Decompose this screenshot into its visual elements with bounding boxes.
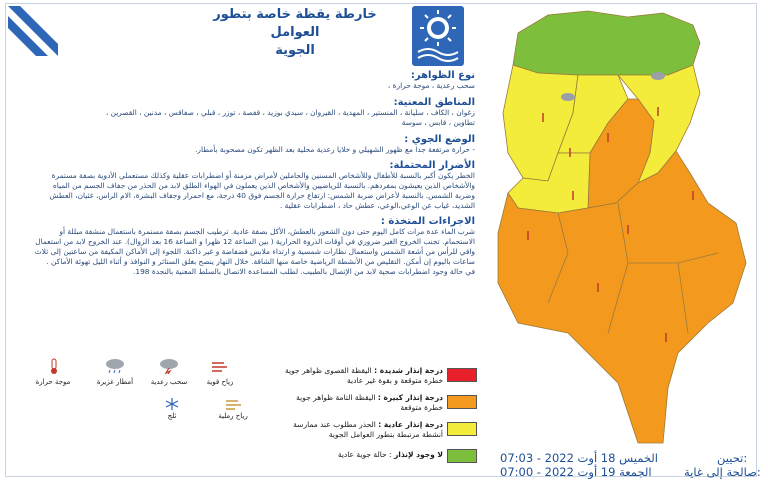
snow-label: ثلج [167, 412, 177, 420]
sun-logo-icon [412, 6, 464, 66]
meteo-logo [412, 6, 464, 66]
page-title: خارطة يقظة خاصة بتطور العوامل الجوية [213, 7, 377, 58]
measures-heading: الاجراءات المتخذة : [380, 216, 475, 227]
heat-wave-label: موجة حرارة [35, 378, 71, 386]
risks-line1: الخطر يكون أكبر بالنسبة للأطفال وللأشخاص المسنين والحاملين لأمراض مزمنة أو اضطرابات عقلية وكذلك مستعملي الأدوية بصفة مستمرة [51, 171, 475, 180]
measures-line2: الاستحمام. تجنب الخروج الغير ضروري في أوقات الذروة الحرارية ( بين الساعة 12 ظهرا و الساعة 16 بعد الزوال). عند الخروج لابد من استعمال [35, 237, 475, 246]
alert-level-yellow-swatch [447, 422, 477, 436]
map-region-north-green [513, 11, 700, 75]
heat-wave-icon [46, 358, 62, 378]
situation-heading: الوضع الجوي : [404, 134, 475, 145]
measures-line4: ساعات باليوم إن أمكن. التقليص من الأنشطة الرياضية خاصة منها الشاقة. خلال النهار ينصح بغلق الستائر و النوافذ و أثناء الليل تهوئة الأماكن . [46, 257, 475, 266]
sand-wind-label: رياح رملية [218, 412, 248, 420]
measures-line1: شرب الماء عدة مرات كامل اليوم حتى دون الشعور بالعطش، الأكل بصفة عادية. ترطيب الجسم بصفة مستمرة باستعمال منشفة مبللة أو [59, 227, 475, 236]
strong-wind-icon [210, 358, 230, 378]
alert-level-orange-swatch [447, 395, 477, 409]
vigilance-map [478, 3, 756, 451]
valid-until-label: صالحة إلى غاية: [684, 465, 761, 479]
alert-level-red-label: درجة إنذار شديدة : اليقظة القصوى ظواهر جوية خطرة متوقعة و بقوة غير عادية [284, 366, 443, 385]
situation-text: - حرارة مرتفعة جدا مع ظهور الشهيلي و خلايا رعدية محلية بعد الظهر تكون مصحوبة بأمطار. [195, 145, 475, 154]
measures-line3: واقي للرأس من أشعة الشمس واستعمال نظارات شمسية و ارتداء ملابس فضفاضة و غير داكنة. اللجوء إلى الأماكن المكيفة من ساعتين إلى ثلاث [34, 247, 475, 256]
corner-stripes-decoration [8, 6, 58, 56]
heavy-rain-label: أمطار غزيرة [96, 378, 134, 386]
risks-line3: وضربة الشمس. بالنسبة لأعراض ضربة الشمس: ارتفاع حرارة الجسم فوق 40 درجة، مع احمرار وجفاف البشرة، الام الراس، غثيان، العطش [49, 191, 475, 200]
alert-level-red-swatch [447, 368, 477, 382]
alert-level-green-label: لا وجود لإنذار : حالة جوية عادية [337, 450, 443, 459]
strong-wind-label: رياح قوية [206, 378, 234, 386]
phenomena-heading: نوع الظواهر: [410, 70, 475, 81]
regions-heading: المناطق المعنية: [393, 97, 475, 108]
thunderstorm-label: سحب رعدية [150, 378, 188, 386]
risks-line2: والأشخاص الذين يعيشون بمفردهم. بالنسبة للرياضيين والأشخاص الذين يعملون في الهواء الطلق لابد من الحذر من جفاف الجسم من المياه [52, 181, 475, 190]
regions-line1: زغوان ، الكاف ، سليانة ، المنستير ، المهدية ، القيروان ، سيدي بوزيد ، قفصة ، توزر ، قبلي ، صفاقس ، مدنين ، القصرين ، [105, 108, 475, 117]
valid-until-value: الجمعة 19 أوت 2022 - 07:00 [500, 465, 652, 479]
updated-value: الخميس 18 أوت 2022 - 07:03 [500, 451, 658, 465]
risks-line4: الشديد، غياب عن الوعي،الوعي، عطش حاد ، اضطرابات عقلية . [279, 201, 475, 210]
risks-heading: الأضرار المحتملة: [389, 160, 475, 171]
alert-level-yellow-label: درجة إنذار عادية : الحذر مطلوب عند ممارسة أنشطة مرتبطة بتطور العوامل الجوية [293, 420, 443, 439]
thunderstorm-icon [158, 358, 180, 378]
measures-line5: في حالة وجود اضطرابات صحية لابد من الإتصال بالطبيب. لطلب المساعدة الاتصال بالسلط المعنية بالنجدة 198. [133, 267, 475, 276]
updated-label: تحيين: [717, 451, 748, 465]
phenomena-text: سحب رعدية ، موجة حرارة ، [387, 81, 475, 90]
heavy-rain-icon [104, 358, 126, 378]
alert-level-orange-label: درجة إنذار كبيرة : اليقظة التامة ظواهر جوية خطرة متوقعة [296, 393, 443, 412]
regions-line2: تطاوين ، قابس ، سوسة [401, 118, 475, 127]
weather-icons-legend [10, 358, 250, 428]
bulletin-text [30, 70, 475, 277]
alert-level-green-swatch [447, 449, 477, 463]
